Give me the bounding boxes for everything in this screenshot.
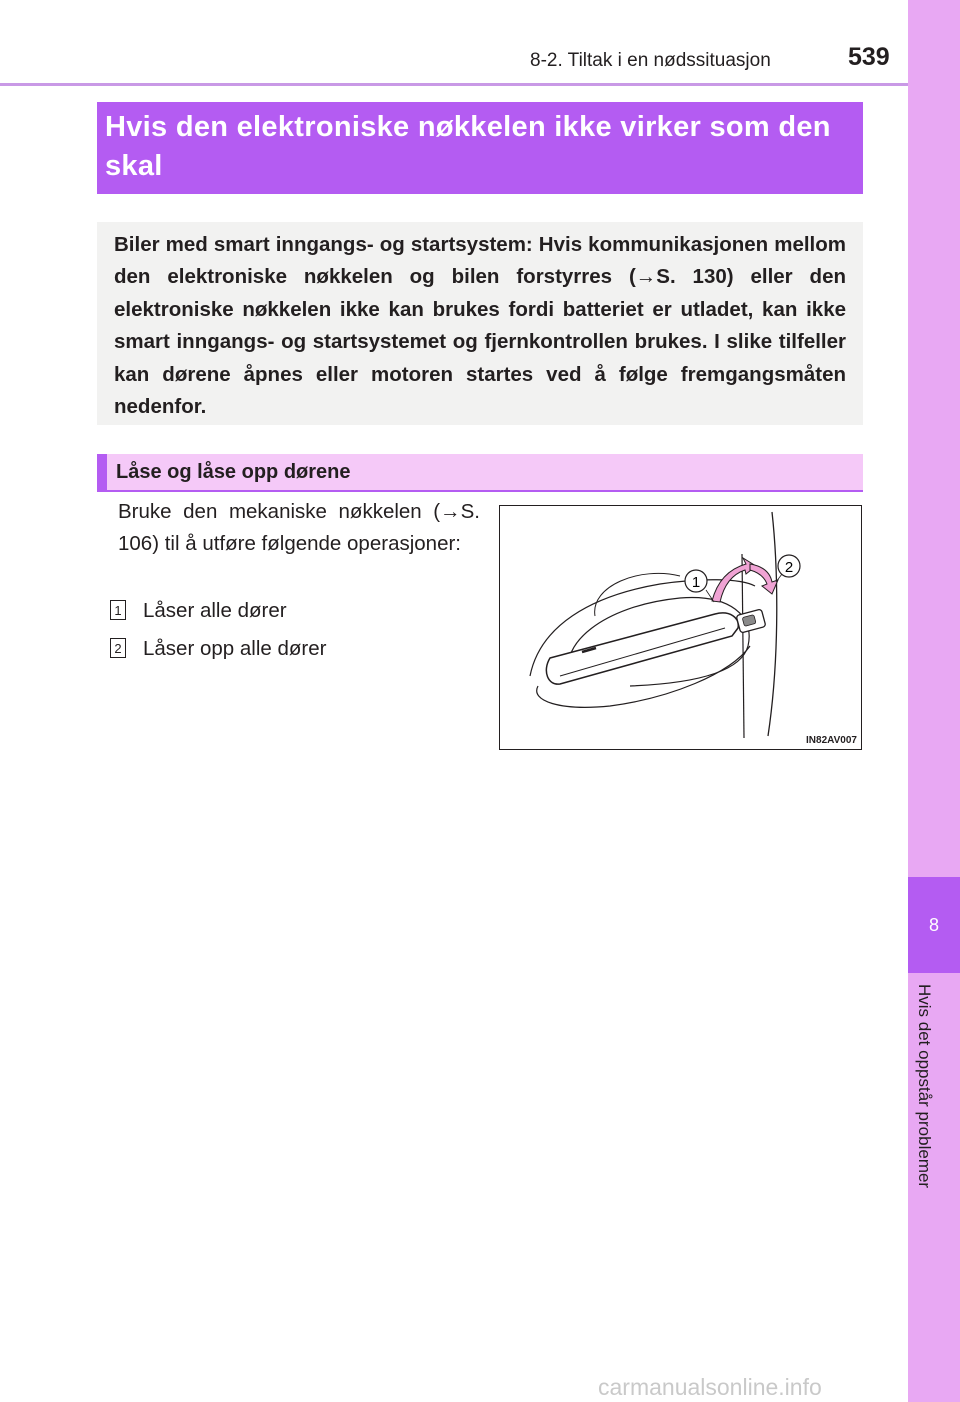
list-number-badge: 2 <box>110 638 126 658</box>
list-item-text: Låser opp alle dører <box>143 637 327 660</box>
callout-2 <box>778 555 800 577</box>
page-number: 539 <box>848 43 890 71</box>
subsection-body: Bruke den mekaniske nøkkelen (→S. 106) til å utføre følgende operasjoner: <box>118 500 480 555</box>
subsection-title: Låse og låse opp dørene <box>116 461 351 483</box>
chapter-number-tab: 8 <box>908 877 960 973</box>
side-tab <box>908 0 960 1402</box>
intro-text: Biler med smart inngangs- og startsystem: Hvis kommunikasjonen mellom den elektroniske nøkkelen og bilen forstyrres (→S. 130) eller den elektroniske nøkkelen ikke kan brukes fordi batteriet er utladet, kan ikke smart inngangs- og startsystemet og fjernkontrollen brukes. I slike tilfeller kan dørene åpnes eller motoren startes ved å følge fremgangsmåten nedenfor. <box>114 233 846 419</box>
figure-code: IN82AV007 <box>806 735 857 746</box>
intro-box <box>97 222 863 425</box>
watermark: carmanualsonline.info <box>598 1374 822 1400</box>
chapter-title-vertical: Hvis det oppstår problemer <box>915 984 934 1189</box>
door-handle-illustration <box>499 505 862 750</box>
section-banner <box>97 102 863 194</box>
header-divider <box>0 83 908 86</box>
svg-text:1: 1 <box>691 574 701 591</box>
door-handle-drawing <box>500 506 860 748</box>
header-section-title: 8-2. Tiltak i en nødssituasjon <box>530 50 771 71</box>
subsection-heading <box>97 454 863 492</box>
list-number-badge: 1 <box>110 600 126 620</box>
list-item-text: Låser alle dører <box>143 599 287 622</box>
callout-1 <box>685 570 707 592</box>
section-title: Hvis den elektroniske nøkkelen ikke virker som den skal <box>105 111 831 182</box>
svg-text:2: 2 <box>784 559 794 576</box>
